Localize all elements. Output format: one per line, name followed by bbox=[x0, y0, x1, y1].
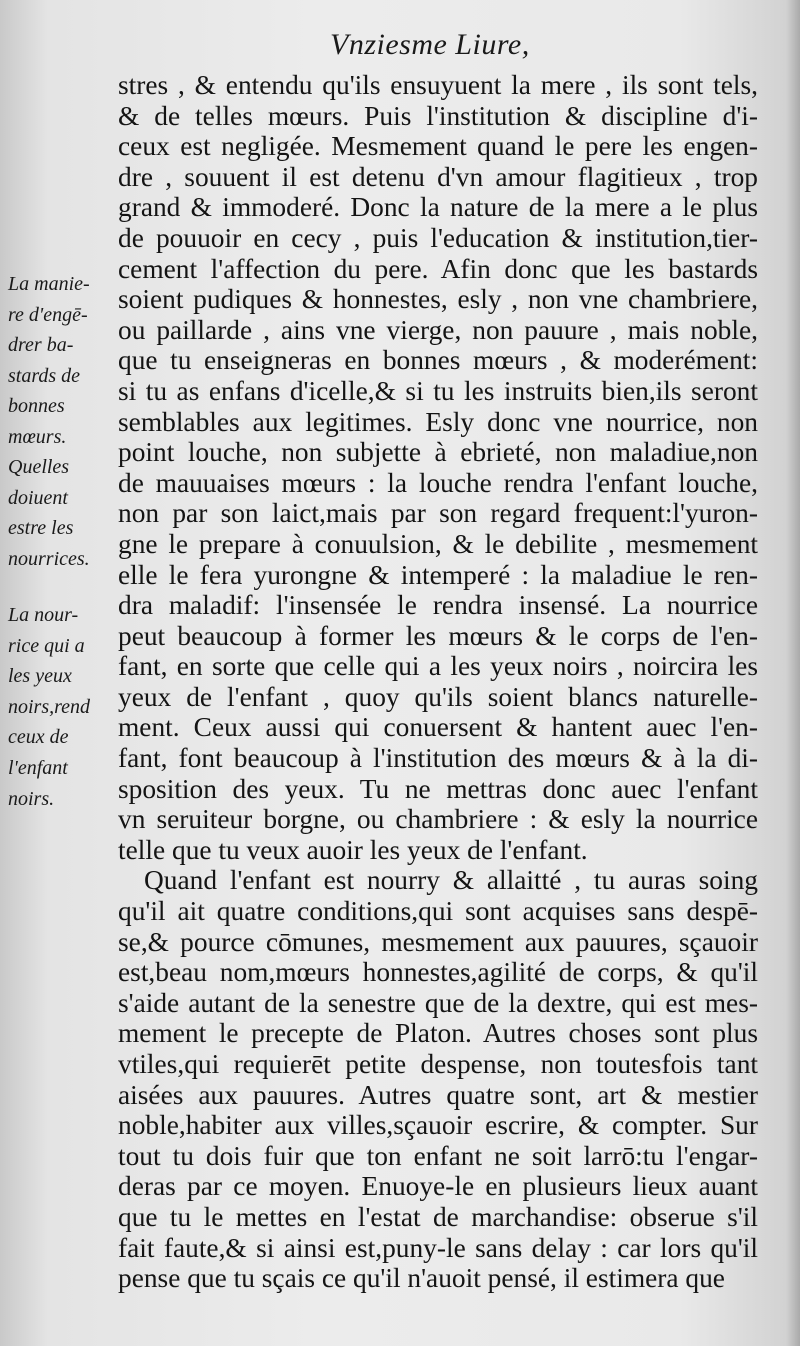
text-line: non par son laict,mais par son regard frequent:l'yuron- bbox=[118, 498, 758, 529]
margin-note-line: rice qui a bbox=[8, 634, 85, 657]
margin-note-line: doiuent bbox=[8, 486, 68, 509]
text-line: tout tu dois fuir que ton enfant ne soit larrō:tu l'engar- bbox=[118, 1140, 758, 1171]
text-line: sposition des yeux. Tu ne mettras donc auec l'enfant bbox=[118, 773, 758, 804]
margin-note-1 bbox=[8, 269, 120, 453]
text-line: pense que tu sçais ce qu'il n'auoit pensé, il estimera que bbox=[118, 1263, 725, 1294]
text-line: fant, font beaucoup à l'institution des mœurs & à la di- bbox=[118, 743, 758, 774]
margin-note-line: noirs,rend bbox=[8, 695, 91, 718]
text-line: noble,habiter aux villes,sçauoir escrire, & compter. Sur bbox=[118, 1110, 758, 1141]
margin-note-line: mœurs. bbox=[8, 425, 67, 448]
margin-note-2 bbox=[8, 452, 120, 574]
margin-note-line: Quelles bbox=[8, 456, 70, 478]
text-line: Quand l'enfant est nourry & allaitté , tu auras soing bbox=[144, 865, 758, 896]
margin-note-line: les yeux bbox=[8, 665, 72, 688]
text-line: est,beau nom,mœurs honnestes,agilité de corps, & qu'il bbox=[118, 957, 758, 988]
text-line: si tu as enfans d'icelle,& si tu les instruits bien,ils seront bbox=[118, 375, 758, 406]
text-line: peut beaucoup à former les mœurs & le corps de l'en- bbox=[118, 620, 758, 651]
text-line: de mauuaises mœurs : la louche rendra l'enfant louche, bbox=[118, 467, 758, 498]
margin-note-line: l'enfant bbox=[8, 756, 68, 779]
margin-note-line: ceux de bbox=[8, 726, 69, 749]
text-line: mement le precepte de Platon. Autres choses sont plus bbox=[118, 1018, 758, 1049]
text-line: qu'il ait quatre conditions,qui sont acquises sans despē- bbox=[118, 896, 758, 927]
text-line: fait faute,& si ainsi est,puny-le sans delay : car lors qu'il bbox=[118, 1232, 758, 1263]
text-line: vtiles,qui requierēt petite despense, non toutesfois tant bbox=[118, 1049, 758, 1079]
text-line: de pouuoir en cecy , puis l'education & institution,tier- bbox=[118, 222, 758, 253]
text-line: yeux de l'enfant , quoy qu'ils soient blancs naturelle- bbox=[118, 681, 758, 712]
text-line: point louche, non subjette à ebrieté, non maladiue,non bbox=[118, 437, 758, 468]
text-line: dre , souuent il est detenu d'vn amour flagitieux , trop bbox=[118, 161, 758, 192]
text-line: ment. Ceux aussi qui conuersent & hantent auec l'en- bbox=[118, 712, 758, 743]
text-line: fant, en sorte que celle qui a les yeux noirs , noircira les bbox=[118, 651, 758, 682]
margin-note-line: nourrices. bbox=[8, 547, 90, 570]
text-line: semblables aux legitimes. Esly donc vne nourrice, non bbox=[118, 406, 758, 437]
margin-note-line: noirs. bbox=[8, 787, 55, 810]
text-line: elle le fera yurongne & intemperé : la maladiue le ren- bbox=[118, 559, 758, 590]
text-line: que tu enseigneras en bonnes mœurs , & moderément: bbox=[118, 345, 758, 376]
margin-note-3 bbox=[8, 600, 120, 814]
margin-note-line: stards de bbox=[8, 364, 81, 387]
text-line: telle que tu veux auoir les yeux de l'enfant. bbox=[118, 834, 588, 865]
text-line: se,& pource cōmunes, mesmement aux pauures, sçauoir bbox=[118, 926, 758, 957]
text-line: deras par ce moyen. Enuoye-le en plusieurs lieux auant bbox=[118, 1171, 758, 1202]
margin-note-line: estre les bbox=[8, 517, 74, 540]
text-line: grand & immoderé. Donc la nature de la mere a le plus bbox=[118, 192, 758, 223]
text-line: gne le prepare à conuulsion, & le debilite , mesmement bbox=[118, 528, 758, 559]
text-line: s'aide autant de la senestre que de la dextre, qui est mes- bbox=[118, 987, 758, 1018]
text-line: ceux est negligée. Mesmement quand le pere les engen- bbox=[118, 131, 758, 162]
margin-note-line: bonnes bbox=[8, 395, 65, 418]
margin-note-line: drer ba- bbox=[8, 334, 74, 357]
running-head: Vnziesme Liure, bbox=[330, 28, 530, 61]
body-text bbox=[118, 70, 758, 1294]
text-line: stres , & entendu qu'ils ensuyuent la mere , ils sont tels, bbox=[118, 70, 758, 100]
text-line: ou paillarde , ains vne vierge, non pauure , mais noble, bbox=[118, 314, 758, 345]
margin-note-line: La manie- bbox=[8, 273, 90, 295]
page-edge-shadow bbox=[786, 0, 800, 1346]
text-line: dra maladif: l'insensée le rendra insensé. La nourrice bbox=[118, 590, 758, 621]
text-line: vn seruiteur borgne, ou chambriere : & esly la nourrice bbox=[118, 804, 758, 835]
margin-note-line: re d'engē- bbox=[8, 303, 88, 326]
text-line: que tu le mettes en l'estat de marchandise: obserue s'il bbox=[118, 1201, 758, 1232]
text-line: soient pudiques & honnestes, esly , non vne chambriere, bbox=[118, 284, 758, 315]
text-line: aisées aux pauures. Autres quatre sont, art & mestier bbox=[118, 1079, 758, 1110]
text-line: & de telles mœurs. Puis l'institution & discipline d'i- bbox=[118, 100, 758, 131]
text-line: cement l'affection du pere. Afin donc que les bastards bbox=[118, 253, 758, 284]
margin-note-line: La nour- bbox=[8, 604, 79, 626]
